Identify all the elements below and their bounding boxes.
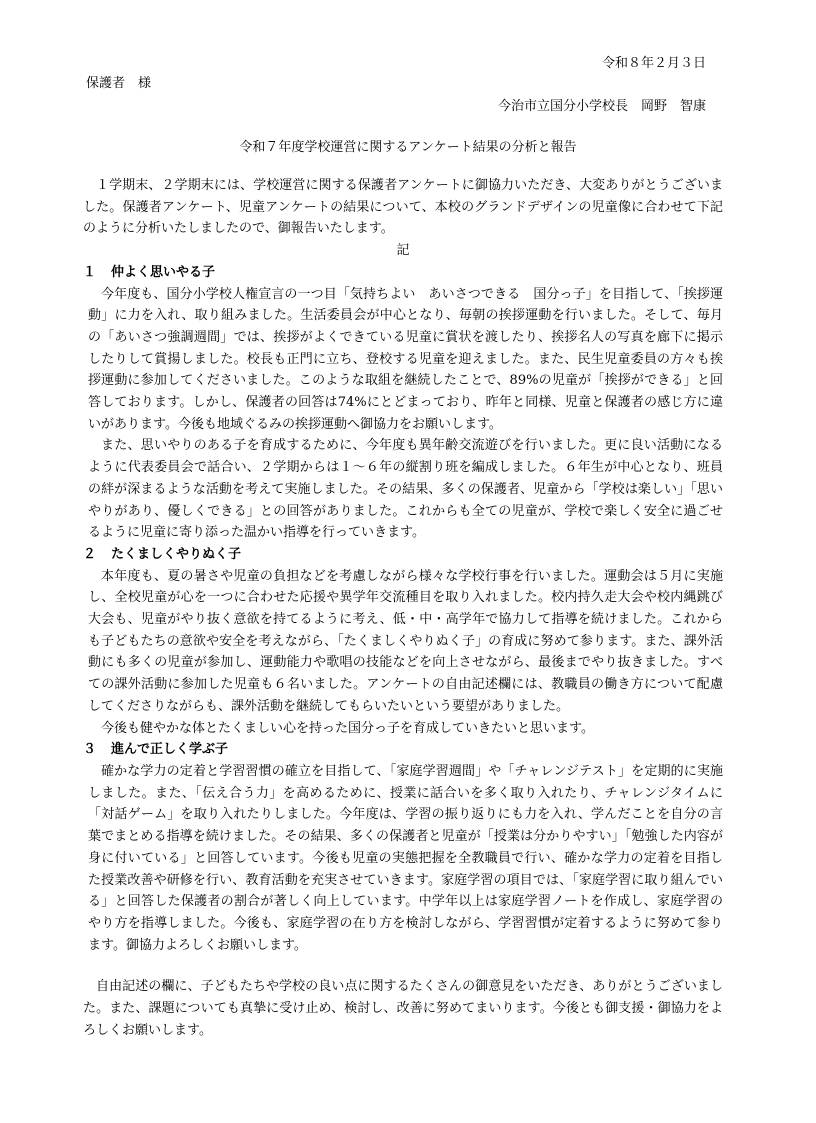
- section-heading: [83, 739, 723, 761]
- section-paragraph: 確かな学力の定着と学習習慣の確立を目指して、「家庭学習週間」や「チャレンジテスト」を定期的に実施しました。また、「伝え合う力」を高めるために、授業に話合いを多く取り入れたり、チャレンジタイムに「対話ゲーム」を取り入れたりしました。今年度は、学習の振り返りにも力を入れ、学んだことを自分の言葉でまとめる指導を続けました。その結果、多くの保護者と児童が「授業は分かりやすい」「勉強した内容が身に付いている」と回答しています。今後も児童の実態把握を全教職員で行い、確かな学力の定着を目指した授業改善や研修を行い、教育活動を充実させていきます。家庭学習の項目では、「家庭学習に取り組んでいる」と回答した保護者の割合が著しく向上しています。中学年以上は家庭学習ノートを作成し、家庭学習のやり方を指導しました。今後も、家庭学習の在り方を検討しながら、学習習慣が定着するように努めて参ります。御協力よろしくお願いします。: [88, 763, 723, 953]
- section-title: 仲よく思いやる子: [111, 264, 216, 280]
- section-heading: [83, 262, 723, 284]
- section-3: [83, 739, 723, 956]
- ki-marker: 記: [396, 243, 410, 259]
- sender: 今治市立国分小学校長 岡野 智康: [497, 99, 706, 114]
- issue-date: 令和８年２月３日: [601, 56, 706, 71]
- section-paragraph: 今後も健やかな体とたくましい心を持った国分っ子を育成していきたいと思います。: [101, 720, 594, 736]
- closing-paragraph: 自由記述の欄に、子どもたちや学校の良い点に関するたくさんの御意見をいただき、ありがとうございました。また、課題についても真摯に受け止め、検討し、改善に努めてまいります。今後とも御支援・御協力をよろしくお願いします。: [83, 979, 723, 1038]
- section-paragraph: また、思いやりのある子を育成するために、今年度も異年齢交流遊びを行いました。更に良い活動になるように代表委員会で話合い、２学期からは１～６年の縦割り班を編成しました。６年生が中心となり、班員の絆が深まるような活動を考えて実施しました。その結果、多くの保護者、児童から「学校は楽しい」「思いやりがあり、優しくできる」との回答がありました。これからも全ての児童が、学校で楽しく安全に過ごせるように児童に寄り添った温かい指導を行っていきます。: [88, 438, 723, 541]
- intro-paragraph: １学期末、２学期末には、学校運営に関する保護者アンケートに御協力いただき、大変ありがとうございました。保護者アンケート、児童アンケートの結果について、本校のグランドデザインの児童像に合わせて下記のように分析いたしましたので、御報告いたします。: [83, 178, 723, 237]
- section-number: １: [83, 264, 97, 280]
- document-body: [83, 175, 723, 1041]
- spacer: [83, 956, 723, 976]
- section-paragraph: 今年度も、国分小学校人権宣言の一つ目「気持ちよい あいさつできる 国分っ子」を目指して、「挨拶運動」に力を入れ、取り組みました。生活委員会が中心となり、毎朝の挨拶運動を行いました。そして、毎月の「あいさつ強調週間」では、挨拶がよくできている児童に賞状を渡したり、挨拶名人の写真を廊下に掲示したりして賞揚しました。校長も正門に立ち、登校する児童を迎えました。また、民生児童委員の方々も挨拶運動に参加してくださいました。このような取組を継続したことで、89%の児童が「挨拶ができる」と回答しております。しかし、保護者の回答は74%にとどまっており、昨年と同様、児童と保護者の感じ方に違いがあります。今後も地域ぐるみの挨拶運動へ御協力をお願いします。: [88, 286, 723, 432]
- section-1: [83, 262, 723, 544]
- section-number: ２: [83, 546, 97, 562]
- section-number: ３: [83, 742, 97, 758]
- section-heading: [83, 544, 723, 566]
- document-title: 令和７年度学校運営に関するアンケート結果の分析と報告: [239, 140, 577, 155]
- section-2: [83, 544, 723, 739]
- section-title: たくましくやりぬく子: [111, 546, 242, 562]
- addressee: 保護者 様: [86, 76, 152, 91]
- section-paragraph: 本年度も、夏の暑さや児童の負担などを考慮しながら様々な学校行事を行いました。運動会は５月に実施し、全校児童が心を一つに合わせた応援や異学年交流種目を取り入れました。校内持久走大会や校内縄跳び大会も、児童がやり抜く意欲を持てるように考え、低・中・高学年で協力して指導を続けました。これからも子どもたちの意欲や安全を考えながら、「たくましくやりぬく子」の育成に努めて参ります。また、課外活動にも多くの児童が参加し、運動能力や歌唱の技能などを向上させながら、最後までやり抜きました。すべての課外活動に参加した児童も６名いました。アンケートの自由記述欄には、教職員の働き方について配慮してくださりながらも、課外活動を継続してもらいたいという要望がありました。: [88, 568, 723, 714]
- section-title: 進んで正しく学ぶ子: [111, 742, 229, 758]
